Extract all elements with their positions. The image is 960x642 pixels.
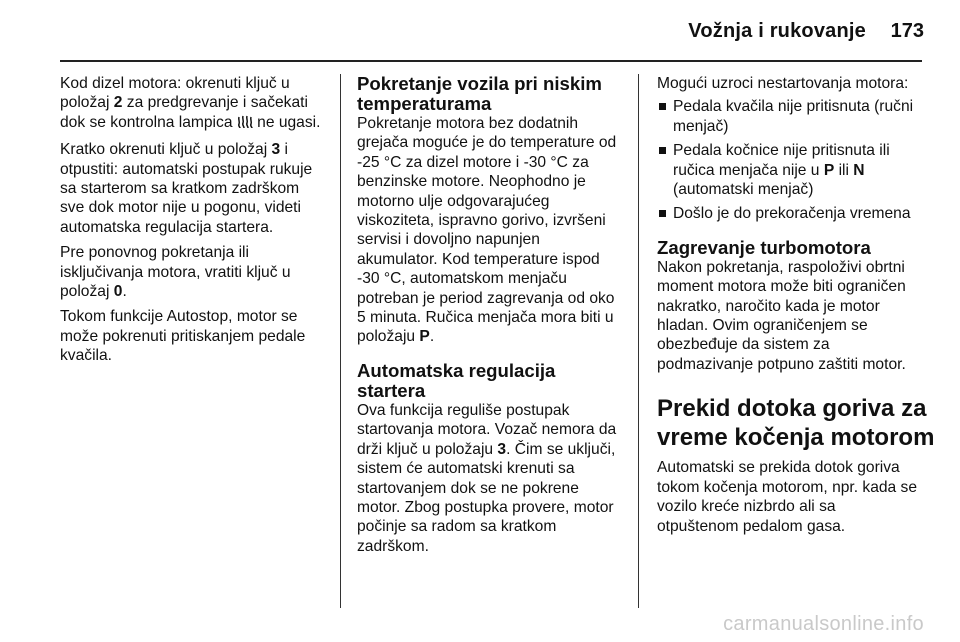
column-middle <box>357 74 627 562</box>
paragraph-diesel-preheat: Kod dizel motora: okrenuti ključ u položaj 2 za predgrevanje i sačekati dok se kontrolna lampica ne ugasi. <box>60 74 330 134</box>
watermark: carmanualsonline.info <box>723 613 924 635</box>
paragraph-autostop: Tokom funkcije Autostop, motor se može pokrenuti pritiskanjem pedale kvačila. <box>60 308 306 365</box>
page-header <box>0 0 960 62</box>
paragraph-restart: Pre ponovnog pokretanja ili isključivanja motora, vratiti ključ u položaj 0. <box>60 244 291 301</box>
list-item: Došlo je do prekoračenja vremena <box>657 204 927 223</box>
paragraph-fuel-cutoff: Automatski se prekida dotok goriva tokom kočenja motorom, npr. kada se vozilo kreće nizbrdo ali sa otpuštenom pedalom gasa. <box>657 459 918 535</box>
paragraph-turbo-warmup: Nakon pokretanja, raspoloživi obrtni moment motora može biti ograničen nakratko, naročito kada je motor hladan. Ovim ograničenjem se obezbeđuje da sistem za podmazivanje potpuno zaštiti motor. <box>657 258 906 373</box>
header-rule <box>60 60 922 62</box>
list-item: Pedala kočnice nije pritisnuta ili ručica menjača nije u P ili N (automatski menjač) <box>657 141 927 199</box>
column-right <box>657 74 935 542</box>
heading-low-temperature-start: Pokretanje vozila pri niskim temperaturama <box>357 73 602 114</box>
paragraph-start-key: Kratko okrenuti ključ u položaj 3 i otpustiti: automatski postupak rukuje sa starterom sa kratkom zadrškom sve dok motor nije u pogonu, videti automatska regulacija startera. <box>60 141 313 236</box>
start-failure-list <box>657 97 927 223</box>
paragraph-start-failure-intro: Mogući uzroci nestartovanja motora: <box>657 75 909 92</box>
glow-plug-indicator-icon <box>237 115 253 134</box>
page-number: 173 <box>890 20 924 42</box>
column-left <box>60 74 330 372</box>
column-divider <box>340 74 341 608</box>
heading-turbo-warmup: Zagrevanje turbomotora <box>657 236 871 258</box>
heading-starter-control: Automatska regulacija startera <box>357 359 556 401</box>
heading-fuel-cutoff: Prekid dotoka goriva za vreme kočenja motorom <box>657 395 935 452</box>
section-title: Vožnja i rukovanje <box>688 20 866 42</box>
list-item: Pedala kvačila nije pritisnuta (ručni menjač) <box>657 97 927 136</box>
paragraph-starter-control: Ova funkcija reguliše postupak startovanja motora. Vozač nemora da drži ključ u položaju 3. Čim se uključi, sistem će automatski krenuti sa startovanjem dok se ne pokrene motor. Zbog postupka provere, motor počinje sa radom sa kratkom zadrškom. <box>357 401 617 555</box>
paragraph-low-temperature: Pokretanje motora bez dodatnih grejača moguće je do temperature od -25 °C za dizel motore i -30 °C za benzinske motore. Neophodno je motorno ulje odgovarajućeg viskoziteta, ispravno gorivo, izvršeni servisi i dovoljno napunjen akumulator. Kod temperature ispod -30 °C, automatskom menjaču potreban je period zagrevanja od oko 5 minuta. Ručica menjača mora biti u položaju P. <box>357 115 617 346</box>
column-divider <box>638 74 639 608</box>
